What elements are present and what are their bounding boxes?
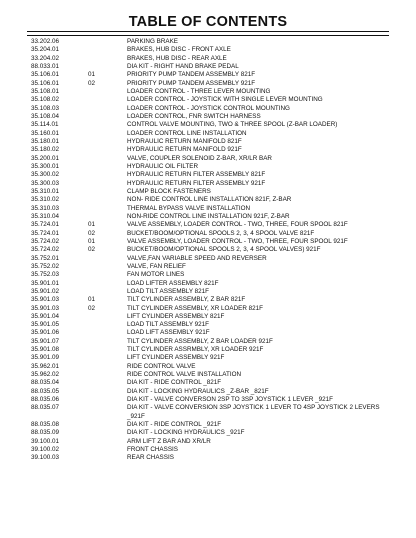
toc-row [27, 454, 389, 462]
section-code: 35.160.01 [31, 129, 60, 137]
toc-row [27, 38, 389, 46]
toc-row [27, 305, 389, 313]
section-description: CONTROL VALVE MOUNTING, TWO & THREE SPOOL (Z-BAR LOADER) [127, 121, 338, 129]
toc-row [27, 188, 389, 196]
section-code: 35.310.04 [31, 212, 60, 220]
section-description: LOAD TILT ASSEMBLY 921F [127, 321, 210, 329]
section-description: LIFT CYLINDER ASSEMBLY 921F [127, 354, 225, 362]
title-rule-top [27, 31, 389, 32]
section-description: RIDE CONTROL VALVE [127, 362, 196, 370]
section-code: 35.310.02 [31, 196, 60, 204]
toc-row [27, 163, 389, 171]
section-code: 35.300.01 [31, 162, 60, 170]
section-code: 35.724.01 [31, 221, 60, 229]
section-code: 35.180.02 [31, 146, 60, 154]
section-code: 35.901.02 [31, 287, 60, 295]
toc-row [27, 354, 389, 362]
section-description: PRIORITY PUMP TANDEM ASSEMBLY 821F [127, 71, 256, 79]
toc-row [27, 171, 389, 179]
toc-row [27, 196, 389, 204]
section-description: BUCKET/BOOM/OPTIONAL SPOOLS 2, 3, 4 SPOOL VALVE 821F [127, 229, 315, 237]
section-description: TILT CYLINDER ASSEMBLY, Z BAR LOADER 921F [127, 337, 273, 345]
toc-row [27, 255, 389, 263]
section-code: 35.310.03 [31, 204, 60, 212]
section-description: FAN MOTOR LINES [127, 271, 185, 279]
section-description: VALVE ASSEMBLY, LOADER CONTROL - TWO, THREE, FOUR SPOOL 921F [127, 237, 348, 245]
section-description: FRONT CHASSIS [127, 446, 178, 454]
toc-list [27, 38, 389, 463]
toc-row [27, 271, 389, 279]
section-description: HYDRAULIC RETURN FILTER ASSEMBLY 821F [127, 171, 266, 179]
section-description: BRAKES, HUB DISC - FRONT AXLE [127, 46, 231, 54]
section-code: 35.724.02 [31, 237, 60, 245]
sub-number: 02 [88, 304, 96, 312]
toc-row [27, 438, 389, 446]
toc-row [27, 421, 389, 429]
section-description: DIA KIT - VALVE CONVERSON 2SP TO 3SP JOYSTICK 1 LEVER _921F [127, 396, 334, 404]
toc-row [27, 246, 389, 254]
section-description: THERMAL BYPASS VALVE INSTALLATION [127, 204, 251, 212]
toc-row [27, 238, 389, 246]
section-code: 35.204.01 [31, 46, 60, 54]
section-description: REAR CHASSIS [127, 454, 174, 462]
section-code: 33.202.06 [31, 38, 60, 45]
section-code: 35.310.01 [31, 187, 60, 195]
page-title: TABLE OF CONTENTS [128, 14, 288, 30]
section-code: 35.300.03 [31, 179, 60, 187]
section-code: 35.901.07 [31, 337, 60, 345]
toc-row [27, 146, 389, 154]
section-code: 35.901.01 [31, 279, 60, 287]
toc-row [27, 446, 389, 454]
sub-number: 01 [88, 71, 96, 79]
section-description: LOADER CONTROL - THREE LEVER MOUNTING [127, 87, 271, 95]
section-description: HYDRAULIC RETURN MANIFOLD 921F [127, 146, 242, 154]
section-code: 35.901.08 [31, 346, 60, 354]
toc-row [27, 263, 389, 271]
section-code: 35.108.03 [31, 104, 60, 112]
toc-row [27, 371, 389, 379]
section-description: ARM LIFT Z BAR AND XR/LR [127, 437, 211, 445]
section-code: 35.724.02 [31, 246, 60, 254]
section-description: RIDE CONTROL VALVE INSTALLATION [127, 371, 242, 379]
toc-row [27, 55, 389, 63]
section-description: DIA KIT - RIDE CONTROL _821F [127, 379, 222, 387]
section-description: VALVE ASSEMBLY, LOADER CONTROL - TWO, THREE, FOUR SPOOL 821F [127, 221, 348, 229]
section-code: 35.300.02 [31, 171, 60, 179]
toc-row [27, 404, 389, 421]
sub-number: 01 [88, 237, 96, 245]
section-description: LOADER CONTROL - JOYSTICK WITH SINGLE LEVER MOUNTING [127, 96, 323, 104]
toc-row [27, 329, 389, 337]
section-code: 35.752.01 [31, 254, 60, 262]
section-code: 35.901.06 [31, 329, 60, 337]
section-description: DIA KIT - RIDE CONTROL _921F [127, 421, 222, 429]
section-code: 88.035.09 [31, 429, 60, 437]
toc-row [27, 80, 389, 88]
section-code: 35.106.01 [31, 79, 60, 87]
section-code: 35.901.09 [31, 354, 60, 362]
sub-number: 02 [88, 246, 96, 254]
toc-row [27, 121, 389, 129]
section-description: CLAMP BLOCK FASTENERS [127, 187, 211, 195]
section-code: 35.962.02 [31, 371, 60, 379]
section-code: 88.035.04 [31, 379, 60, 387]
sub-number: 01 [88, 221, 96, 229]
toc-row [27, 180, 389, 188]
section-description: VALVE,FAN VARIABLE SPEED AND REVERSER [127, 254, 267, 262]
toc-row [27, 205, 389, 213]
section-description: BUCKET/BOOM/OPTIONAL SPOOLS 2, 3, 4 SPOOL VALVES) 921F [127, 246, 321, 254]
sub-number: 01 [88, 296, 96, 304]
section-description: NON- RIDE CONTROL LINE INSTALLATION 821F, Z-BAR [127, 196, 292, 204]
section-code: 35.901.05 [31, 321, 60, 329]
toc-row [27, 388, 389, 396]
section-description: DIA KIT - LOCKING HYDRAULICS _921F [127, 429, 245, 437]
section-description: LOAD LIFT ASSEMBLY 921F [127, 329, 210, 337]
title-rule-bottom [27, 35, 389, 36]
toc-row [27, 221, 389, 229]
section-description: DIA KIT - VALVE CONVERSION 3SP JOYSTICK 1 LEVER TO 4SP JOYSTICK 2 LEVERS _921F [127, 404, 380, 420]
toc-row [27, 280, 389, 288]
section-description: DIA KIT - RIGHT HAND BRAKE PEDAL [127, 62, 239, 70]
section-code: 39.100.01 [31, 437, 60, 445]
section-code: 88.035.05 [31, 387, 60, 395]
section-code: 35.200.01 [31, 154, 60, 162]
section-description: DIA KIT - LOCKING HYDRAULICS _Z-BAR _821F [127, 387, 269, 395]
section-description: LOADER CONTROL - JOYSTICK CONTROL MOUNTING [127, 104, 290, 112]
toc-row [27, 338, 389, 346]
section-description: LOADER CONTROL, FNR SWITCH HARNESS [127, 112, 261, 120]
section-description: PARKING BRAKE [127, 38, 178, 45]
section-code: 39.100.03 [31, 454, 60, 462]
toc-row [27, 96, 389, 104]
toc-row [27, 296, 389, 304]
section-description: LIFT CYLINDER ASSEMBLY 821F [127, 312, 225, 320]
section-code: 35.108.04 [31, 112, 60, 120]
toc-row [27, 138, 389, 146]
section-description: HYDRAULIC RETURN FILTER ASSEMBLY 921F [127, 179, 266, 187]
sub-number: 02 [88, 79, 96, 87]
section-description: BRAKES, HUB DISC - REAR AXLE [127, 54, 227, 62]
section-code: 35.180.01 [31, 137, 60, 145]
toc-row [27, 379, 389, 387]
section-code: 35.724.01 [31, 229, 60, 237]
section-code: 88.033.01 [31, 62, 60, 70]
section-description: PRIORITY PUMP TANDEM ASSEMBLY 921F [127, 79, 256, 87]
toc-row [27, 396, 389, 404]
section-code: 33.204.02 [31, 54, 60, 62]
toc-row [27, 113, 389, 121]
toc-row [27, 313, 389, 321]
section-description: TILT CYLINDER ASSEMBLY, Z BAR 821F [127, 296, 246, 304]
section-code: 88.035.06 [31, 396, 60, 404]
section-description: NON-RIDE CONTROL LINE INSTALLATION 921F, Z-BAR [127, 212, 290, 220]
toc-row [27, 105, 389, 113]
section-code: 88.035.07 [31, 404, 60, 412]
section-description: VALVE, COUPLER SOLENOID Z-BAR, XR/LR BAR [127, 154, 272, 162]
section-description: TILT CYLINDER ASSEMBLY, XR LOADER 821F [127, 304, 264, 312]
section-description: HYDRAULIC OIL FILTER [127, 162, 199, 170]
section-code: 35.108.01 [31, 87, 60, 95]
section-code: 35.106.01 [31, 71, 60, 79]
toc-row [27, 63, 389, 71]
toc-row [27, 429, 389, 437]
section-code: 35.108.02 [31, 96, 60, 104]
section-description: VALVE, FAN RELIEF [127, 262, 186, 270]
toc-row [27, 363, 389, 371]
toc-row [27, 288, 389, 296]
section-description: HYDRAULIC RETURN MANIFOLD 821F [127, 137, 242, 145]
section-code: 35.752.03 [31, 271, 60, 279]
toc-row [27, 71, 389, 79]
section-description: TILT CYLINDER ASSRMBLY, XR LOADER 921F [127, 346, 264, 354]
toc-row [27, 346, 389, 354]
section-description: LOAD LIFTER ASSEMBLY 821F [127, 279, 219, 287]
section-code: 35.752.02 [31, 262, 60, 270]
section-code: 35.901.03 [31, 304, 60, 312]
sub-number: 02 [88, 229, 96, 237]
toc-row [27, 321, 389, 329]
section-description: LOADER CONTROL LINE INSTALLATION [127, 129, 247, 137]
toc-row [27, 155, 389, 163]
toc-row [27, 213, 389, 221]
toc-row [27, 88, 389, 96]
section-code: 35.962.01 [31, 362, 60, 370]
section-code: 35.114.01 [31, 121, 59, 129]
section-code: 35.901.03 [31, 296, 60, 304]
toc-row [27, 130, 389, 138]
section-code: 39.100.02 [31, 446, 60, 454]
section-code: 88.035.08 [31, 421, 60, 429]
section-description: LOAD TILT ASSEMBLY 821F [127, 287, 210, 295]
section-code: 35.901.04 [31, 312, 60, 320]
toc-row [27, 46, 389, 54]
toc-row [27, 230, 389, 238]
